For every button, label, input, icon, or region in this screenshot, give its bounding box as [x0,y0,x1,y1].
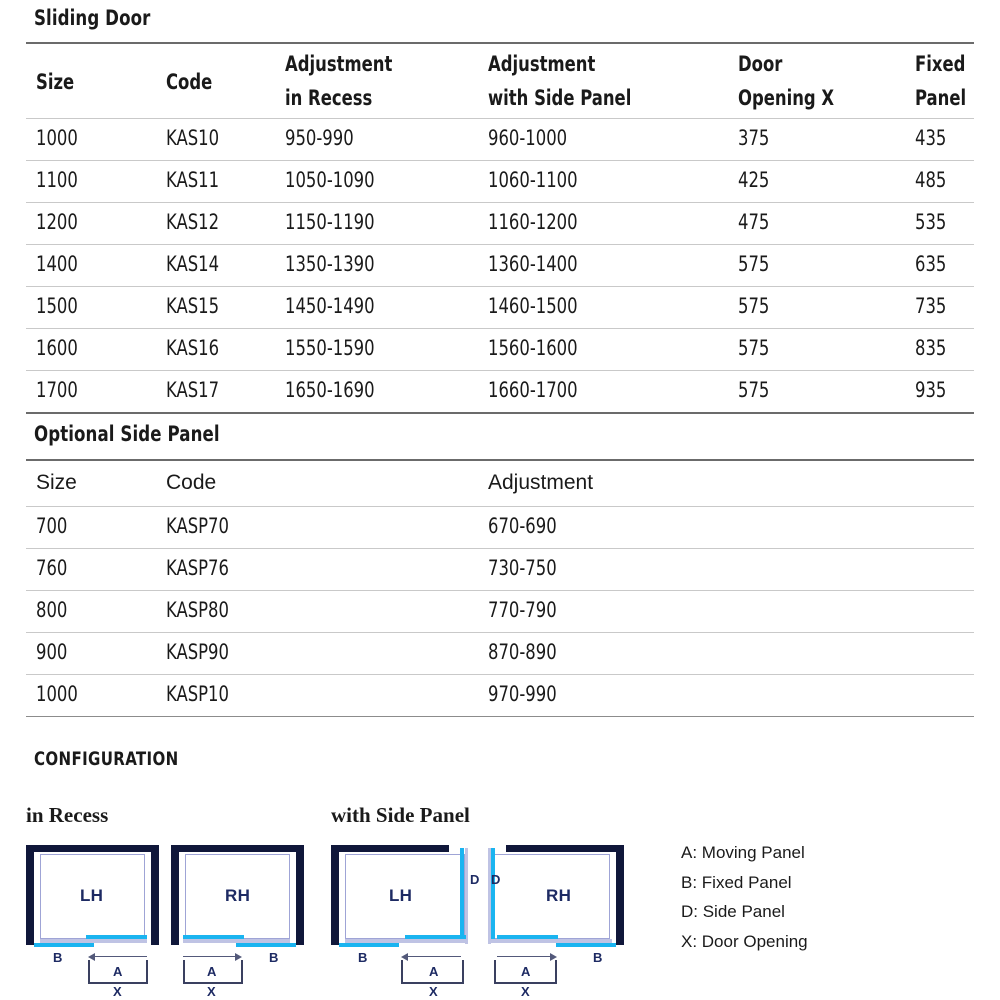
glass-fixed-panel [556,943,616,947]
row-rule [26,160,974,161]
label-x: X [429,984,438,999]
cell-adj-recess: 1050-1090 [285,168,375,192]
section-title-sliding-door: Sliding Door [34,6,151,30]
sp-cell-code: KASP76 [166,556,229,580]
sp-cell-adjustment: 970-990 [488,682,557,706]
sp-cell-size: 800 [36,598,68,622]
frame-top [26,845,159,852]
section-title-configuration: CONFIGURATION [34,748,179,770]
frame-top [171,845,304,852]
cell-size: 1100 [36,168,78,192]
cell-size: 1000 [36,126,78,150]
label-d: D [470,872,480,887]
row-rule [26,286,974,287]
col-header-code: Code [166,70,213,94]
cell-adj-side: 1160-1200 [488,210,578,234]
cell-fixed-panel: 435 [915,126,947,150]
frame-left [26,845,34,945]
cell-size: 1600 [36,336,78,360]
glass-side-panel [460,848,464,940]
cell-adj-recess: 1350-1390 [285,252,375,276]
cell-code: KAS10 [166,126,220,150]
cell-adj-side: 960-1000 [488,126,568,150]
glass-fixed-panel [339,943,399,947]
cell-adj-side: 1560-1600 [488,336,578,360]
table-bottom-rule [26,412,974,414]
frame-left [331,845,339,945]
cell-adj-recess: 1650-1690 [285,378,375,402]
cell-door-open-x: 375 [738,126,770,150]
cell-door-open-x: 475 [738,210,770,234]
cell-size: 1500 [36,294,78,318]
cell-adj-side: 1460-1500 [488,294,578,318]
cell-size: 1700 [36,378,78,402]
sp-cell-adjustment: 730-750 [488,556,557,580]
cell-code: KAS16 [166,336,220,360]
label-b: B [358,950,368,965]
cell-size: 1200 [36,210,78,234]
label-b: B [593,950,603,965]
dim-tick-right [555,960,557,984]
dim-tick-left [183,960,185,984]
configuration-legend [681,838,981,956]
cell-adj-recess: 1550-1590 [285,336,375,360]
sp-cell-code: KASP70 [166,514,229,538]
cell-code: KAS14 [166,252,220,276]
cell-code: KAS11 [166,168,220,192]
sp-col-header-size: Size [36,471,77,494]
sp-table-bottom-rule [26,716,974,717]
frame-top [506,845,624,852]
sp-col-header-code: Code [166,471,217,494]
row-rule [26,674,974,675]
moving-direction-line [94,956,147,957]
diagram-sidepanel-rh [488,840,638,1000]
frame-right [296,845,304,945]
sp-cell-size: 760 [36,556,68,580]
cell-door-open-x: 575 [738,378,770,402]
dim-tick-right [462,960,464,984]
diagram-recess-lh [26,840,161,1000]
header-bottom-rule [26,118,974,119]
row-rule [26,548,974,549]
moving-direction-line [497,956,551,957]
dim-tick-left [401,960,403,984]
dim-tick-left [494,960,496,984]
diagram-sidepanel-lh [331,840,481,1000]
section-title-optional-side-panel: Optional Side Panel [34,422,220,446]
col-header-adj-side-l1: Adjustment [488,52,596,76]
cell-door-open-x: 575 [738,294,770,318]
sp-cell-adjustment: 870-890 [488,640,557,664]
table-top-rule [26,42,974,44]
sp-cell-adjustment: 670-690 [488,514,557,538]
cell-code: KAS17 [166,378,220,402]
cell-door-open-x: 575 [738,336,770,360]
label-a: A [113,964,123,979]
frame-right [151,845,159,945]
sp-cell-code: KASP80 [166,598,229,622]
col-header-door-open-l2: Opening X [738,86,835,110]
col-header-adj-recess-l1: Adjustment [285,52,393,76]
row-rule [26,328,974,329]
row-rule [26,370,974,371]
legend-item-moving-panel: A: Moving Panel [681,843,805,862]
label-a: A [207,964,217,979]
glass-side-panel-edge [465,848,468,944]
row-rule [26,202,974,203]
row-rule [26,244,974,245]
cell-adj-recess: 1150-1190 [285,210,375,234]
cell-fixed-panel: 485 [915,168,947,192]
label-b: B [53,950,63,965]
col-header-size: Size [36,70,75,94]
glass-fixed-panel [236,943,296,947]
cell-fixed-panel: 835 [915,336,947,360]
legend-item-side-panel: D: Side Panel [681,902,785,921]
sp-col-header-adjustment: Adjustment [488,471,594,494]
cell-adj-side: 1060-1100 [488,168,578,192]
glass-fixed-panel [34,943,94,947]
cell-door-open-x: 425 [738,168,770,192]
cell-code: KAS15 [166,294,220,318]
cell-adj-recess: 1450-1490 [285,294,375,318]
cell-door-open-x: 575 [738,252,770,276]
row-rule [26,632,974,633]
dim-tick-left [88,960,90,984]
sp-cell-size: 700 [36,514,68,538]
diagram-hand-label: RH [225,886,251,905]
frame-left [171,845,179,945]
config-subtitle-with-side-panel: with Side Panel [331,803,470,827]
label-a: A [521,964,531,979]
sp-cell-code: KASP10 [166,682,229,706]
cell-fixed-panel: 935 [915,378,947,402]
diagram-hand-label: LH [389,886,413,905]
frame-top [331,845,449,852]
cell-adj-side: 1360-1400 [488,252,578,276]
legend-item-door-opening: X: Door Opening [681,931,808,951]
row-rule [26,590,974,591]
cell-fixed-panel: 635 [915,252,947,276]
sp-cell-adjustment: 770-790 [488,598,557,622]
sp-cell-size: 900 [36,640,68,664]
config-subtitle-in-recess: in Recess [26,803,109,827]
col-header-adj-side-l2: with Side Panel [488,86,632,110]
label-b: B [269,950,279,965]
col-header-fixed-panel-l1: Fixed [915,52,966,76]
diagram-recess-rh [171,840,306,1000]
sp-table-top-rule [26,459,974,461]
sp-cell-size: 1000 [36,682,78,706]
label-x: X [113,984,122,999]
cell-size: 1400 [36,252,78,276]
moving-direction-line [407,956,461,957]
label-x: X [521,984,530,999]
cell-adj-side: 1660-1700 [488,378,578,402]
col-header-adj-recess-l2: in Recess [285,86,373,110]
label-x: X [207,984,216,999]
frame-right [616,845,624,945]
sp-header-bottom-rule [26,506,974,507]
dim-tick-right [146,960,148,984]
diagram-hand-label: RH [546,886,572,905]
glass-side-panel-edge [488,848,491,944]
legend-item-fixed-panel: B: Fixed Panel [681,872,792,892]
sp-cell-code: KASP90 [166,640,229,664]
cell-fixed-panel: 735 [915,294,947,318]
col-header-fixed-panel-l2: Panel [915,86,967,110]
cell-fixed-panel: 535 [915,210,947,234]
col-header-door-open-l1: Door [738,52,783,76]
glass-side-panel [491,848,495,940]
moving-direction-line [183,956,236,957]
cell-adj-recess: 950-990 [285,126,354,150]
cell-code: KAS12 [166,210,220,234]
label-d: D [491,872,501,887]
label-a: A [429,964,439,979]
diagram-hand-label: LH [80,886,104,905]
dim-tick-right [241,960,243,984]
